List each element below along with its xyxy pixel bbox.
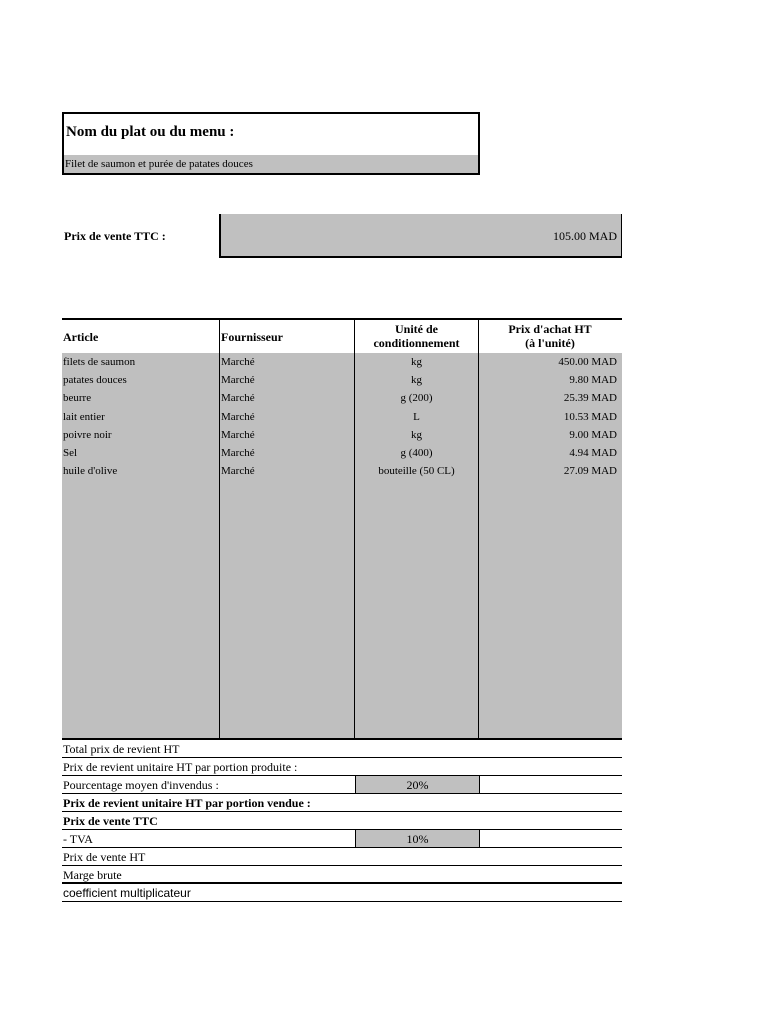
cell-price[interactable]: 25.39 MAD <box>563 392 617 405</box>
cell-unit[interactable]: kg <box>411 428 422 441</box>
table-row <box>62 353 622 371</box>
cell-supplier[interactable]: Marché <box>221 356 255 368</box>
table-row <box>62 389 622 407</box>
cell-article[interactable]: poivre noir <box>63 428 112 441</box>
cell-supplier[interactable]: Marché <box>221 447 255 459</box>
column-divider <box>478 320 479 738</box>
vat-percentage-field[interactable]: 10% <box>355 830 480 847</box>
ingredients-table <box>62 318 622 740</box>
column-divider <box>219 320 220 738</box>
cell-unit[interactable]: bouteille (50 CL) <box>378 465 455 478</box>
cell-article[interactable]: beurre <box>63 392 92 405</box>
cell-supplier[interactable]: Marché <box>221 465 255 478</box>
cell-article[interactable]: filets de saumon <box>63 356 136 368</box>
unit-cost-produced-label: Prix de revient unitaire HT par portion produite : <box>63 760 298 774</box>
dish-name-field[interactable]: Filet de saumon et purée de patates douces <box>64 155 478 173</box>
summary-row-unsold <box>62 776 622 794</box>
summary-row-multiplier <box>62 884 622 902</box>
cell-article[interactable]: patates douces <box>63 374 127 387</box>
table-row <box>62 408 622 426</box>
dish-title: Nom du plat ou du menu : <box>66 124 235 140</box>
table-row <box>62 371 622 389</box>
multiplier-label: coefficient multiplicateur <box>63 886 191 900</box>
unit-cost-sold-label: Prix de revient unitaire HT par portion vendue : <box>63 796 311 810</box>
cell-supplier[interactable]: Marché <box>221 392 255 405</box>
unsold-percentage-field[interactable]: 20% <box>355 776 480 793</box>
cell-price[interactable]: 9.00 MAD <box>569 428 617 441</box>
table-row <box>62 426 622 444</box>
cell-article[interactable]: Sel <box>63 447 78 459</box>
cell-article[interactable]: lait entier <box>63 410 105 423</box>
sale-price-label: Prix de vente TTC : <box>64 229 166 243</box>
summary-row-sale-price-ttc <box>62 812 622 830</box>
cell-supplier[interactable]: Marché <box>221 410 255 423</box>
summary-section <box>62 740 622 902</box>
cell-price[interactable]: 450.00 MAD <box>558 356 617 368</box>
cell-unit[interactable]: kg <box>411 374 422 387</box>
cell-price[interactable]: 27.09 MAD <box>563 465 617 478</box>
summary-row-unit-cost-sold <box>62 794 622 812</box>
table-header-row <box>62 320 622 354</box>
cell-unit[interactable]: g (200) <box>400 392 433 405</box>
column-divider <box>354 320 355 738</box>
cell-price[interactable]: 10.53 MAD <box>563 410 617 423</box>
unsold-label: Pourcentage moyen d'invendus : <box>63 778 219 792</box>
summary-row-total-cost <box>62 740 622 758</box>
sale-price-ttc-label: Prix de vente TTC <box>63 814 158 828</box>
table-body <box>62 353 622 738</box>
header-unit <box>355 322 478 350</box>
header-supplier: Fournisseur <box>221 330 284 344</box>
table-row <box>62 462 622 480</box>
cell-price[interactable]: 4.94 MAD <box>569 447 617 459</box>
vat-label: - TVA <box>63 832 93 846</box>
dish-box <box>62 112 480 175</box>
sale-price-field[interactable] <box>219 214 622 258</box>
cell-unit[interactable]: g (400) <box>400 447 433 459</box>
summary-row-vat <box>62 830 622 848</box>
sale-price-value: 105.00 MAD <box>552 229 617 243</box>
cell-supplier[interactable]: Marché <box>221 428 255 441</box>
header-price-line2: (à l'unité) <box>525 336 575 350</box>
cell-unit[interactable]: L <box>413 410 420 423</box>
cell-price[interactable]: 9.80 MAD <box>569 374 617 387</box>
cell-unit[interactable]: kg <box>411 356 422 368</box>
cell-supplier[interactable]: Marché <box>221 374 255 387</box>
gross-margin-label: Marge brute <box>63 868 122 882</box>
header-article: Article <box>63 330 99 344</box>
summary-row-sale-price-ht <box>62 848 622 866</box>
sale-price-ht-label: Prix de vente HT <box>63 850 146 864</box>
summary-row-gross-margin <box>62 866 622 884</box>
total-cost-label: Total prix de revient HT <box>63 742 180 756</box>
header-unit-line2: conditionnement <box>373 336 460 350</box>
table-row <box>62 444 622 462</box>
header-price-line1: Prix d'achat HT <box>508 322 592 336</box>
header-unit-line1: Unité de <box>395 322 438 336</box>
summary-row-unit-cost-produced <box>62 758 622 776</box>
cell-article[interactable]: huile d'olive <box>63 465 118 478</box>
header-price <box>478 322 622 350</box>
